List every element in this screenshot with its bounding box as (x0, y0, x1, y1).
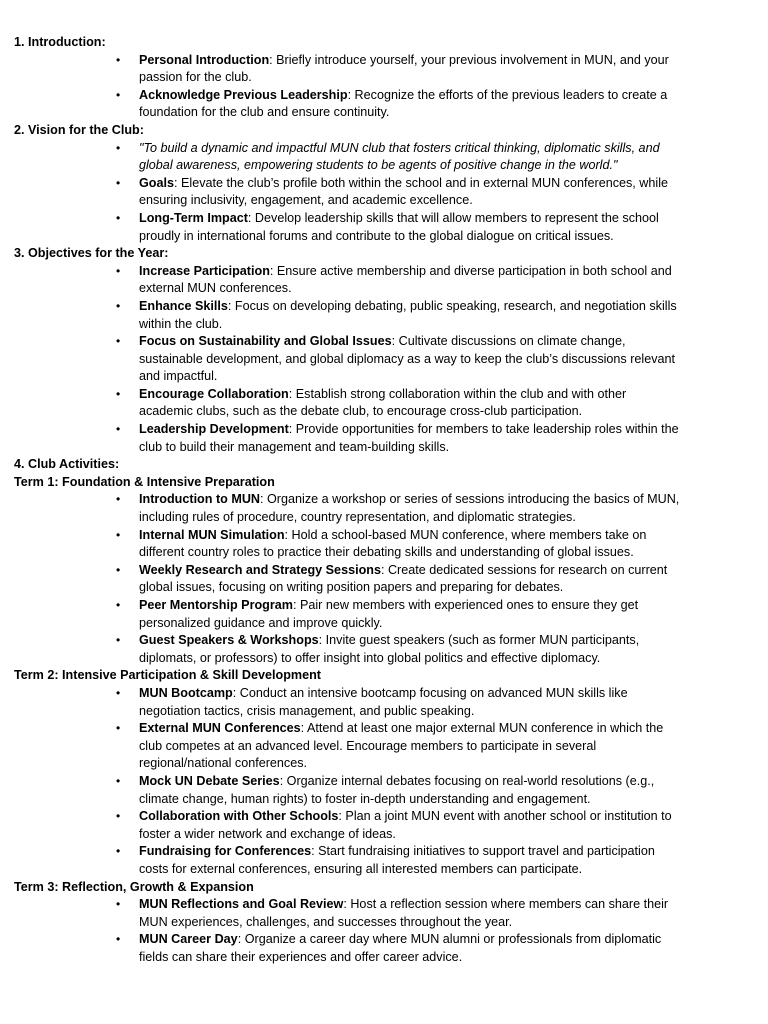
list-item (14, 421, 768, 456)
item-text: : Cultivate discussions on climate change, sustainable development, and global diplomacy as a way to keep the club’s discussions relevant and impactful. (139, 334, 676, 384)
item-text: : Conduct an intensive bootcamp focusing on advanced MUN skills like negotiation tactics, crisis management, and public speaking. (139, 685, 628, 718)
item-text: : Recognize the efforts of the previous leaders to create a foundation for the club and ensure continuity. (139, 87, 668, 120)
bullet-icon: • (116, 140, 121, 155)
item-label: Increase Participation (139, 263, 270, 278)
bullet-list (14, 491, 768, 667)
list-item (14, 773, 768, 808)
item-label: Mock UN Debate Series (139, 773, 280, 788)
vision-quote: "To build a dynamic and impactful MUN club that fosters critical thinking, diplomatic skills, and global awareness, empowering students to be agents of positive change in the world." (139, 140, 660, 173)
section-heading-3-objectives-for-the-year: 3. Objectives for the Year: (14, 246, 169, 261)
bullet-list (14, 140, 768, 246)
bullet-icon: • (116, 562, 121, 577)
list-item (14, 527, 768, 562)
list-item (14, 298, 768, 333)
item-label: External MUN Conferences (139, 721, 301, 736)
bullet-icon: • (116, 527, 121, 542)
bullet-icon: • (116, 334, 121, 349)
bullet-list (14, 896, 768, 966)
item-text: : Organize a career day where MUN alumni or professionals from diplomatic fields can share their experiences and offer career advice. (139, 932, 662, 964)
item-text: : Pair new members with experienced ones to ensure they get personalized guidance and improve quickly. (139, 598, 639, 630)
bullet-icon: • (116, 386, 121, 401)
list-item (14, 896, 768, 931)
item-label: Internal MUN Simulation (139, 527, 285, 542)
item-label: Goals (139, 175, 174, 190)
bullet-icon: • (116, 175, 121, 190)
item-text: : Start fundraising initiatives to support travel and participation costs for external conferences, ensuring all interested members can participate. (139, 844, 655, 876)
item-text: : Organize a workshop or series of sessions introducing the basics of MUN, including rules of procedure, country representation, and diplomatic strategies. (139, 492, 680, 525)
bullet-icon: • (116, 210, 121, 225)
bullet-icon: • (116, 633, 121, 648)
bullet-icon: • (116, 721, 121, 736)
list-item (14, 685, 768, 720)
list-item (14, 931, 768, 966)
section-heading-term-3-reflection-growth-expansion: Term 3: Reflection, Growth & Expansion (14, 879, 254, 894)
item-text: : Host a reflection session where members can share their MUN experiences, challenges, and successes throughout the year. (139, 897, 669, 929)
item-text: : Attend at least one major external MUN conference in which the club competes at an advanced level. Encourage members to participate in several regional/national conferences. (139, 721, 664, 771)
item-label: Fundraising for Conferences (139, 844, 312, 859)
bullet-list (14, 685, 768, 879)
bullet-icon: • (116, 897, 121, 912)
list-item (14, 720, 768, 773)
item-label: Peer Mentorship Program (139, 598, 293, 612)
bullet-icon: • (116, 492, 121, 507)
item-label: Personal Introduction (139, 52, 270, 67)
list-item (14, 843, 768, 878)
item-label: Guest Speakers & Workshops (139, 633, 319, 648)
item-text: : Briefly introduce yourself, your previous involvement in MUN, and your passion for the club. (139, 52, 669, 85)
bullet-icon: • (116, 52, 121, 67)
item-text: : Provide opportunities for members to take leadership roles within the club to build their management and team-building skills. (139, 422, 679, 454)
bullet-list (14, 52, 768, 122)
item-label: MUN Career Day (139, 932, 238, 947)
list-item (14, 263, 768, 298)
bullet-icon: • (116, 298, 121, 313)
list-item (14, 386, 768, 421)
item-text: : Elevate the club’s profile both within the school and in external MUN conferences, while ensuring inclusivity, engagement, and academic excellence. (139, 175, 668, 208)
bullet-icon: • (116, 844, 121, 859)
item-text: : Establish strong collaboration within the club and with other academic clubs, such as the debate club, to encourage cross-club participation. (139, 386, 627, 419)
bullet-icon: • (116, 773, 121, 788)
item-label: Acknowledge Previous Leadership (139, 87, 348, 102)
list-item (14, 562, 768, 597)
item-text: : Ensure active membership and diverse participation in both school and external MUN conferences. (139, 263, 672, 296)
section-heading-2-vision-for-the-club: 2. Vision for the Club: (14, 122, 144, 137)
list-item (14, 597, 768, 632)
section-heading-term-1-foundation-intensive-preparation: Term 1: Foundation & Intensive Preparation (14, 474, 275, 489)
item-text: : Plan a joint MUN event with another school or institution to foster a wider network and exchange of ideas. (139, 809, 672, 841)
item-label: MUN Bootcamp (139, 685, 233, 700)
item-label: Collaboration with Other Schools (139, 809, 339, 824)
bullet-icon: • (116, 932, 121, 947)
item-label: Leadership Development (139, 422, 289, 437)
item-label: Focus on Sustainability and Global Issues (139, 334, 392, 349)
list-item (14, 87, 768, 122)
bullet-icon: • (116, 263, 121, 278)
section-heading-1-introduction: 1. Introduction: (14, 35, 106, 49)
section-heading-4-club-activities: 4. Club Activities: (14, 457, 120, 472)
item-text: : Develop leadership skills that will allow members to represent the school proudly in international forums and contribute to the global dialogue on critical issues. (139, 210, 659, 243)
section-heading-term-2-intensive-participation-skill-development: Term 2: Intensive Participation & Skill Development (14, 668, 321, 683)
item-text: : Focus on developing debating, public speaking, research, and negotiation skills within the club. (139, 298, 677, 331)
bullet-icon: • (116, 87, 121, 102)
bullet-icon: • (116, 598, 121, 612)
list-item (14, 140, 768, 175)
bullet-icon: • (116, 422, 121, 437)
item-label: Encourage Collaboration (139, 386, 289, 401)
bullet-list (14, 263, 768, 457)
list-item (14, 491, 768, 526)
item-text: : Organize internal debates focusing on real-world resolutions (e.g., climate change, human rights) to foster in-depth understanding and engagement. (139, 773, 655, 806)
list-item (14, 632, 768, 667)
list-item (14, 808, 768, 843)
item-label: Long-Term Impact (139, 210, 248, 225)
list-item (14, 333, 768, 386)
list-item (14, 175, 768, 210)
item-label: Introduction to MUN (139, 492, 261, 507)
item-label: Enhance Skills (139, 298, 228, 313)
item-label: Weekly Research and Strategy Sessions (139, 562, 381, 577)
list-item (14, 210, 768, 245)
list-item (14, 52, 768, 87)
bullet-icon: • (116, 809, 121, 824)
item-text: : Invite guest speakers (such as former MUN participants, diplomats, or professors) to offer insight into global politics and effective diplomacy. (139, 633, 640, 665)
item-text: : Create dedicated sessions for research on current global issues, focusing on writing position papers and preparing for debates. (139, 562, 668, 595)
item-text: : Hold a school-based MUN conference, where members take on different country roles to practice their debating skills and understanding of global issues. (139, 527, 647, 560)
bullet-icon: • (116, 685, 121, 700)
item-label: MUN Reflections and Goal Review (139, 897, 344, 912)
